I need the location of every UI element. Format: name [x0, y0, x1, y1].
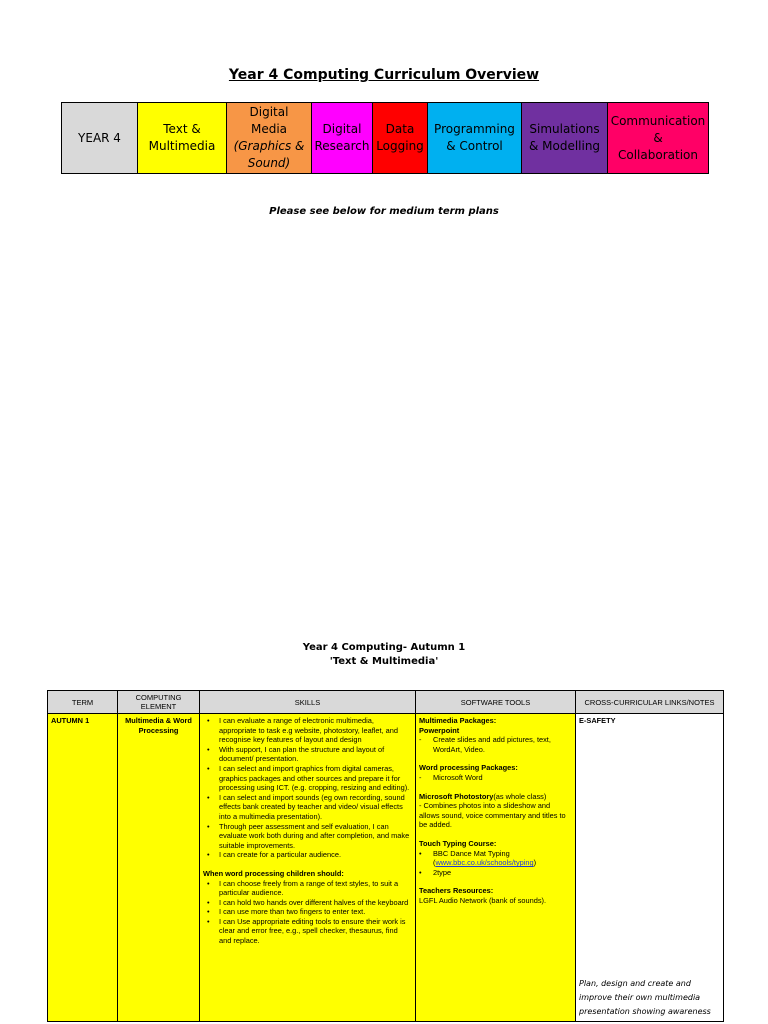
strand-line: & Control: [446, 139, 503, 153]
strand-programming-control: [428, 103, 522, 174]
strand-data-logging: [373, 103, 428, 174]
strand-line: Logging: [376, 139, 424, 153]
e-safety-label: E-SAFETY: [579, 716, 616, 725]
skills-list: [203, 716, 412, 860]
strand-line: Data: [385, 122, 415, 136]
header-term: TERM: [48, 691, 118, 714]
strand-line: Communication: [610, 113, 706, 128]
powerpoint-item: - Create slides and add pictures, text, WordArt, Video.: [419, 735, 551, 754]
unit-heading-strand: 'Text & Multimedia': [329, 656, 439, 667]
strand-line: (Graphics &: [233, 139, 305, 153]
header-computing-element: COMPUTING ELEMENT: [118, 691, 200, 714]
cross-curricular-cell: [576, 714, 724, 1022]
strand-digital-media: [227, 103, 312, 174]
strand-line: YEAR 4: [78, 130, 121, 145]
header-cross-curricular: CROSS-CURRICULAR LINKS/NOTES: [576, 691, 724, 714]
strand-line: Programming: [434, 122, 515, 136]
touch-typing-heading: Touch Typing Course:: [419, 838, 497, 848]
strand-communication-collaboration: [608, 103, 709, 174]
skills-cell: [200, 714, 416, 1022]
photostory-description: - Combines photos into a slideshow and allows sound, voice commentary and titles to be added.: [419, 801, 566, 830]
strand-line: Digital: [249, 105, 289, 119]
plan-row-autumn-1: [48, 714, 724, 1022]
teachers-resources-heading: Teachers Resources:: [419, 886, 494, 896]
term-cell: AUTUMN 1: [48, 714, 118, 1022]
skill-item: • I can create for a particular audience.: [203, 850, 412, 860]
word-processing-subheading: When word processing children should:: [203, 868, 344, 878]
skill-item: • I can evaluate a range of electronic multimedia, appropriate to task e.g website, photostory, leaflet, and recognise key features of layout and design: [203, 716, 412, 745]
2type-item: • 2type: [419, 867, 452, 877]
strand-line: Text &: [163, 122, 201, 136]
multimedia-packages-heading: Multimedia Packages:: [419, 716, 497, 725]
strand-digital-research: [312, 103, 373, 174]
strand-line: & Modelling: [528, 139, 601, 153]
skill-item: • I can choose freely from a range of text styles, to suit a particular audience.: [203, 879, 412, 898]
strand-line: Multimedia: [148, 139, 216, 153]
cross-curricular-note: Plan, design and create and improve their own multimedia presentation showing awareness: [579, 979, 711, 1016]
dance-mat-item: • BBC Dance Mat Typing (www.bbc.co.uk/schools/typing): [419, 848, 537, 868]
unit-heading: [0, 641, 768, 669]
strand-line: Digital: [322, 122, 362, 136]
strand-line: Simulations: [529, 122, 600, 136]
skill-item: • I can hold two hands over different halves of the keyboard: [203, 898, 412, 908]
strand-line: Sound): [247, 156, 291, 170]
medium-term-plans-note: Please see below for medium term plans: [269, 206, 499, 217]
word-processing-skills-list: [203, 879, 412, 946]
skill-item: • I can select and import sounds (eg own recording, sound effects bank created by teacher and video/ visual effects into a multimedia presentation).: [203, 793, 412, 822]
strand-line: Media: [250, 122, 288, 136]
plan-header-row: [48, 691, 724, 714]
skill-item: • I can select and import graphics from digital cameras, graphics packages and other sources and prepare it for processing using ICT. (e.g. cropping, resizing and editing).: [203, 764, 412, 793]
photostory-heading: Microsoft Photostory(as whole class): [419, 791, 547, 801]
word-item: - Microsoft Word: [419, 772, 483, 782]
skill-item: • Through peer assessment and self evaluation, I can evaluate work both during and after completion, and make suitable improvements.: [203, 822, 412, 851]
software-tools-cell: [416, 714, 576, 1022]
strand-text-multimedia: [138, 103, 227, 174]
word-processing-heading: Word processing Packages:: [419, 763, 518, 773]
header-software-tools: SOFTWARE TOOLS: [416, 691, 576, 714]
strand-line: Collaboration: [618, 147, 698, 162]
skill-item: • With support, I can plan the structure and layout of document/ presentation.: [203, 745, 412, 764]
strand-simulations-modelling: [522, 103, 608, 174]
document-title: Year 4 Computing Curriculum Overview: [228, 67, 540, 83]
header-skills: SKILLS: [200, 691, 416, 714]
unit-heading-term: Year 4 Computing- Autumn 1: [302, 642, 466, 653]
strand-year-label: [62, 103, 138, 174]
computing-strands-table: [61, 102, 709, 174]
strands-row: [62, 103, 709, 174]
strand-line: Research: [314, 139, 370, 153]
computing-element-cell: Multimedia & Word Processing: [118, 714, 200, 1022]
skill-item: • I can use more than two fingers to enter text.: [203, 907, 412, 917]
audio-network-item: LGFL Audio Network (bank of sounds).: [419, 895, 547, 905]
powerpoint-label: Powerpoint: [419, 725, 460, 735]
strand-line: &: [653, 130, 663, 145]
medium-term-plan-table: [47, 690, 724, 1022]
dance-mat-link[interactable]: www.bbc.co.uk/schools/typing: [435, 858, 534, 868]
skill-item: • I can Use appropriate editing tools to ensure their work is clear and error free, e.g., spell checker, thesaurus, find and replace.: [203, 917, 412, 946]
